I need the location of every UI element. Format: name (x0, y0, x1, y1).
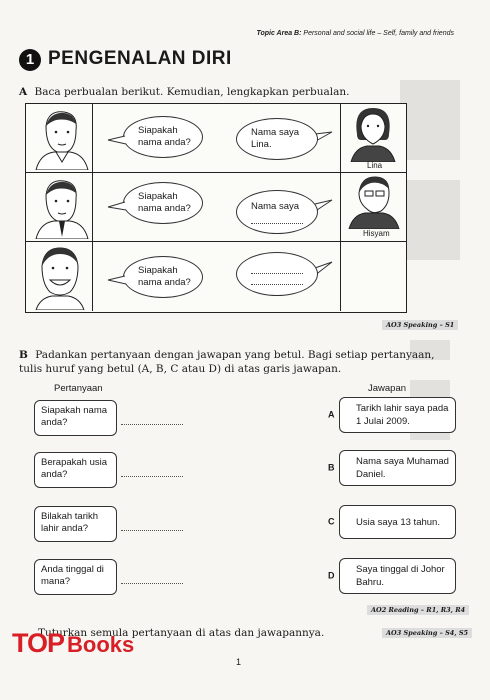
column-header-answers: Jawapan (368, 383, 407, 394)
row-divider (340, 103, 341, 311)
section-a-instruction-text: Baca perbualan berikut. Kemudian, lengkapkan perbualan. (34, 86, 350, 98)
column-header-questions: Pertanyaan (54, 383, 103, 394)
answer-letter: B (328, 462, 335, 473)
page-number: 1 (236, 657, 242, 667)
section-b-instruction (19, 348, 459, 376)
answer-text: Tarikh lahir saya pada 1 Julai 2009. (356, 403, 449, 427)
answer-text: Saya tinggal di Johor Bahru. (356, 564, 445, 588)
answer-line-4[interactable] (121, 583, 183, 584)
section-b-instruction-text: Padankan pertanyaan dengan jawapan yang betul. Bagi setiap pertanyaan, tulis huruf yang betul (A, B, C atau D) di atas garis jawapan. (19, 349, 435, 375)
logo-top-text: TOP (12, 628, 65, 658)
footer-instruction: Tuturkan semula pertanyaan di atas dan jawapannya. (38, 627, 325, 639)
answer-bubble-2 (236, 190, 318, 234)
answer-blank-line[interactable] (251, 274, 303, 285)
unit-title: PENGENALAN DIRI (48, 48, 232, 69)
answer-line-2[interactable] (121, 476, 183, 477)
answer-letter: D (328, 570, 335, 581)
answer-box-b (328, 450, 456, 486)
question-bubble-text: Siapakah nama anda? (138, 265, 191, 288)
question-box-2: Berapakah usia anda? (34, 452, 117, 488)
section-b-letter: B (19, 349, 28, 361)
question-box-4: Anda tinggal di mana? (34, 559, 117, 595)
answer-line-3[interactable] (121, 530, 183, 531)
answer-letter: C (328, 516, 335, 527)
ao3-speaking-tag: AO3 Speaking – S1 (382, 320, 458, 330)
answer-bubble-1 (236, 118, 318, 160)
answer-box-a (328, 397, 456, 433)
answer-bubble-3 (236, 252, 318, 296)
answer-blank-line[interactable] (251, 263, 303, 274)
answer-text: Usia saya 13 tahun. (356, 516, 440, 528)
topic-area-label: Topic Area B: (256, 30, 302, 37)
topbooks-logo (12, 628, 134, 659)
answer-box-d (328, 558, 456, 594)
ao2-reading-tag: AO2 Reading – R1, R3, R4 (367, 605, 469, 615)
answer-line-1[interactable] (121, 424, 183, 425)
answer-bubble-text: Nama saya (251, 200, 300, 212)
topic-area-description: Personal and social life – Self, family and friends (303, 30, 454, 37)
answer-letter: A (328, 409, 335, 420)
ao3-speaking-tag-2: AO3 Speaking – S4, S5 (382, 628, 472, 638)
man-hisyam-illustration (341, 173, 405, 229)
answer-box-c (328, 505, 456, 539)
section-a-letter: A (19, 86, 28, 98)
person-name-hisyam: Hisyam (363, 229, 390, 238)
question-box-3: Bilakah tarikh lahir anda? (34, 506, 117, 542)
person-name-lina: Lina (367, 161, 383, 170)
unit-number-badge: 1 (19, 49, 41, 71)
answer-blank-line[interactable] (251, 213, 303, 224)
question-box-1: Siapakah nama anda? (34, 400, 117, 436)
question-bubble-text: Siapakah nama anda? (138, 125, 191, 148)
answer-bubble-text: Nama saya Lina. (251, 127, 300, 150)
row-divider (92, 103, 93, 311)
answer-text: Nama saya Muhamad Daniel. (356, 456, 449, 480)
woman-lina-illustration (341, 104, 405, 162)
question-bubble-text: Siapakah nama anda? (138, 191, 191, 214)
logo-books-text: Books (67, 632, 135, 657)
